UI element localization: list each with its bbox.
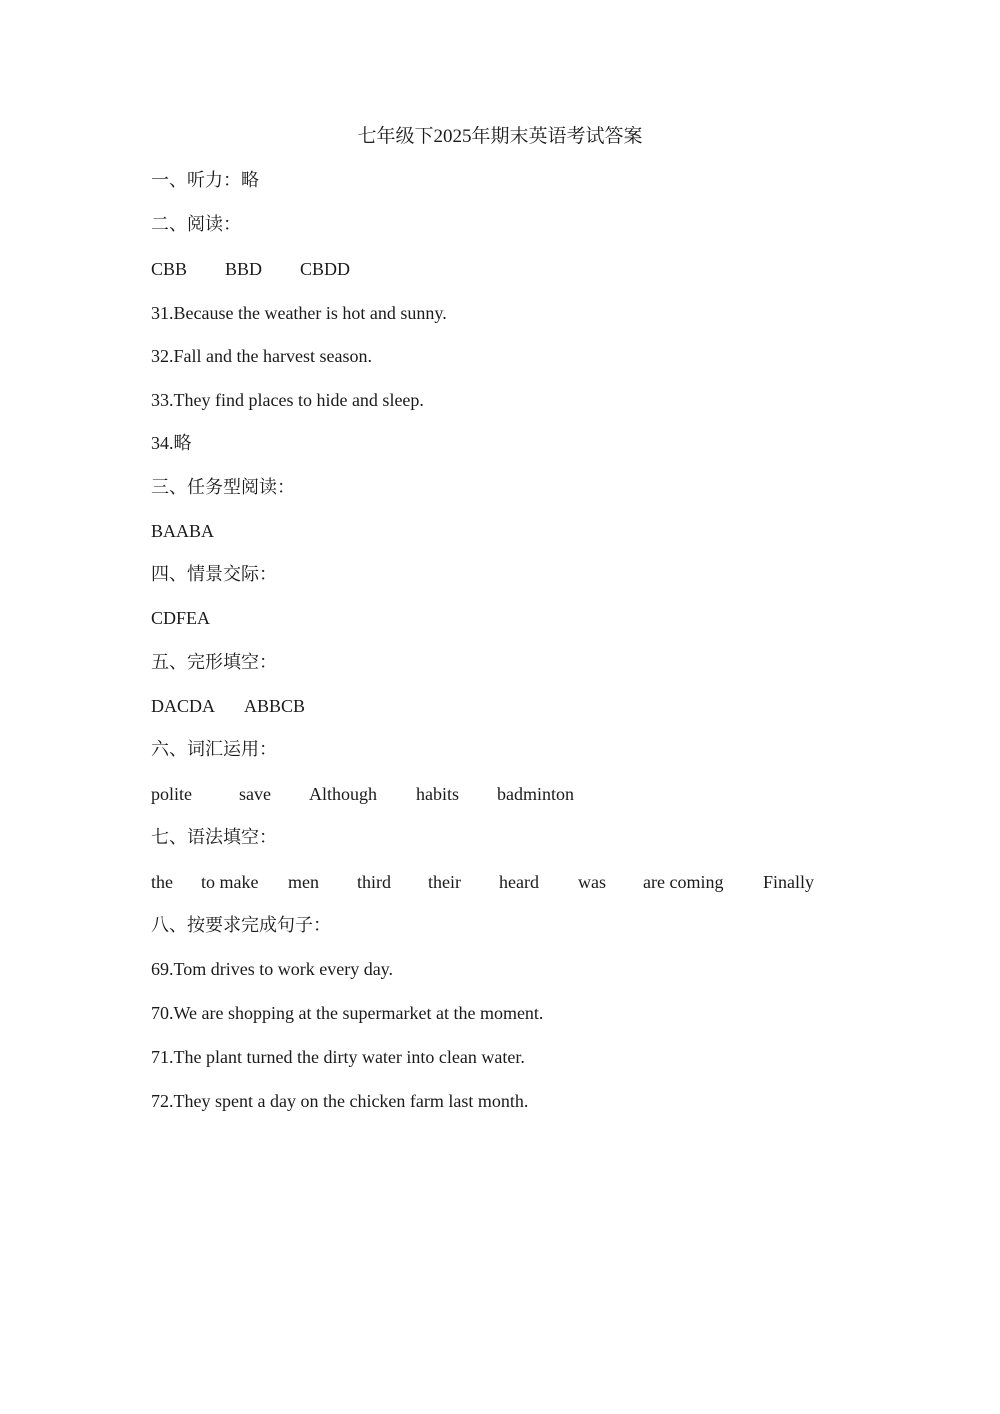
section-vocab: 六、词汇运用：: [151, 739, 277, 759]
cloze-answer-group: DACDA: [151, 696, 216, 716]
answer-72: 72.They spent a day on the chicken farm last month.: [151, 1091, 529, 1111]
section-sentences: 八、按要求完成句子：: [151, 915, 331, 935]
grammar-answer: third: [357, 872, 391, 892]
grammar-answer: heard: [499, 872, 539, 892]
vocab-answers: [151, 781, 574, 807]
section-situational: 四、情景交际：: [151, 564, 277, 584]
section-reading: 二、阅读：: [151, 214, 241, 234]
vocab-answer: badminton: [497, 784, 574, 804]
vocab-answer: habits: [416, 784, 459, 804]
grammar-answer: the: [151, 872, 173, 892]
grammar-answers: [151, 869, 814, 895]
answer-71: 71.The plant turned the dirty water into clean water.: [151, 1047, 525, 1067]
answer-33: 33.They find places to hide and sleep.: [151, 390, 424, 410]
cloze-answers: [151, 693, 305, 719]
vocab-answer: Although: [309, 784, 378, 804]
cloze-answer-group: ABBCB: [244, 696, 306, 716]
situational-answers: CDFEA: [151, 608, 211, 628]
vocab-answer: save: [239, 784, 271, 804]
grammar-answer: Finally: [763, 872, 815, 892]
grammar-answer: was: [578, 872, 606, 892]
grammar-answer: are coming: [643, 872, 724, 892]
answer-31: 31.Because the weather is hot and sunny.: [151, 303, 447, 323]
answer-69: 69.Tom drives to work every day.: [151, 959, 394, 979]
section-grammar: 七、语法填空：: [151, 827, 277, 847]
section-cloze: 五、完形填空：: [151, 652, 277, 672]
reading-answer-group: CBDD: [300, 259, 351, 279]
grammar-answer: to make: [201, 872, 259, 892]
reading-answer-group: CBB: [151, 259, 188, 279]
answer-34: 34.略: [151, 433, 192, 453]
reading-answer-group: BBD: [225, 259, 263, 279]
answer-70: 70.We are shopping at the supermarket at the moment.: [151, 1003, 544, 1023]
reading-answers: [151, 256, 350, 282]
answer-32: 32.Fall and the harvest season.: [151, 346, 372, 366]
section-task-reading: 三、任务型阅读：: [151, 477, 295, 497]
section-listening: 一、听力：略: [151, 170, 259, 190]
task-reading-answers: BAABA: [151, 521, 215, 541]
page-title: 七年级下2025年期末英语考试答案: [357, 126, 643, 147]
vocab-answer: polite: [151, 784, 192, 804]
grammar-answer: their: [428, 872, 461, 892]
grammar-answer: men: [288, 872, 319, 892]
